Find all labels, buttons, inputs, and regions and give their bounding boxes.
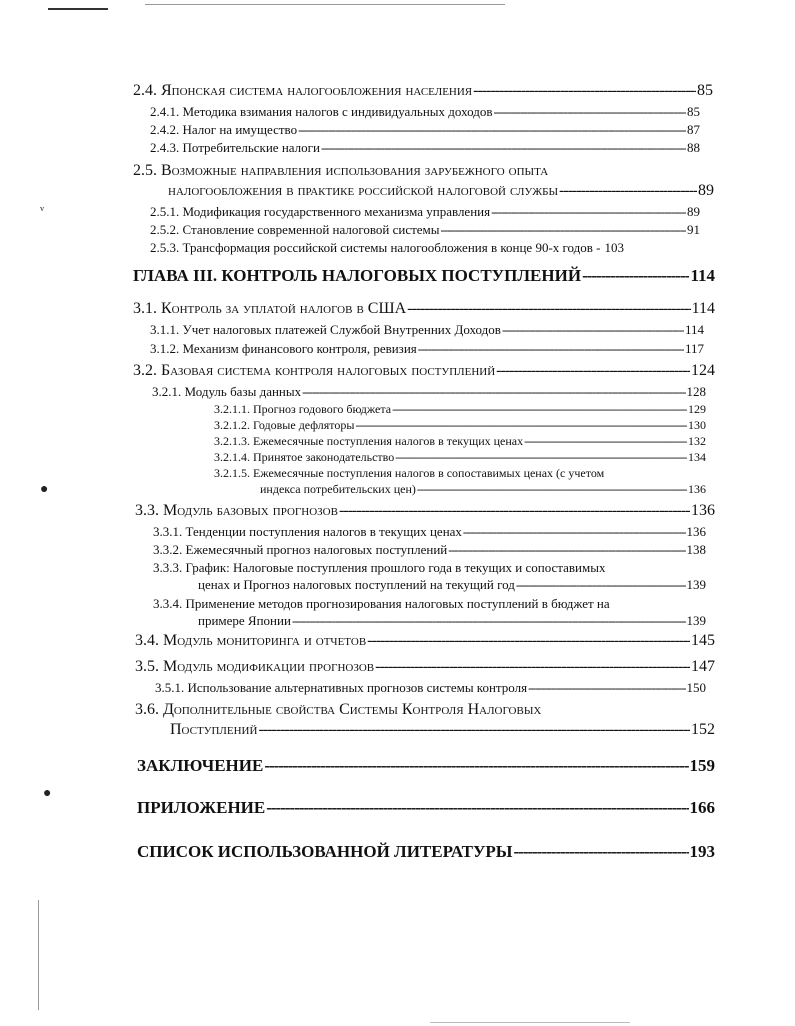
toc-entry-2-4-3[interactable] — [150, 140, 700, 156]
toc-leader — [266, 798, 688, 818]
toc-entry-title: ценах и Прогноз налоговых поступлений на текущий год — [198, 577, 515, 592]
toc-page-number: 138 — [686, 542, 706, 557]
toc-leader — [463, 524, 686, 540]
toc-entry-title: ГЛАВА III. КОНТРОЛЬ НАЛОГОВЫХ ПОСТУПЛЕНИЙ — [133, 266, 582, 285]
toc-entry-title: 3.4. Модуль мониторинга и отчетов — [135, 632, 367, 649]
toc-entry-title: 3.3.1. Тенденции поступления налогов в текущих ценах — [153, 524, 462, 539]
toc-entry-3-3-1[interactable] — [153, 524, 706, 540]
toc-page-number: 136 — [686, 524, 706, 539]
toc-leader — [514, 842, 689, 862]
toc-entry-title: 3.2.1.2. Годовые дефляторы — [214, 418, 355, 432]
toc-entry-title: 3.2.1.1. Прогноз годового бюджета — [214, 402, 392, 416]
toc-entry-title: 3.2.1. Модуль базы данных — [152, 384, 302, 399]
toc-page-number: 130 — [688, 418, 706, 432]
toc-page-number: 136 — [691, 502, 715, 519]
toc-entry-title: 2.5.3. Трансформация российской системы налогообложения в конце 90-х годов - — [150, 240, 601, 255]
toc-leader — [473, 82, 696, 100]
toc-page-number: 145 — [691, 632, 715, 649]
toc-entry-3-3-2[interactable] — [153, 542, 706, 558]
toc-leader — [516, 577, 686, 593]
margin-mark: ᵛ — [40, 204, 45, 219]
toc-page-number: 89 — [698, 182, 714, 199]
toc-entry-title: 3.2.1.4. Принятое законодательство — [214, 450, 395, 464]
toc-page-number: 129 — [688, 402, 706, 416]
toc-entry-3-2-1-2[interactable] — [214, 418, 706, 433]
toc-entry-title: примере Японии — [198, 613, 291, 628]
toc-leader — [298, 122, 686, 138]
toc-entry-title: 3.5. Модуль модификации прогнозов — [135, 658, 375, 675]
toc-page-number: 150 — [686, 680, 706, 695]
toc-page-number: 85 — [687, 104, 700, 119]
toc-entry-title: 2.4.3. Потребительские налоги — [150, 140, 320, 155]
toc-entry-title: 2.4.1. Методика взимания налогов с индивидуальных доходов — [150, 104, 493, 119]
toc-entry-title: налогообложения в практике российской налоговой службы — [168, 182, 559, 199]
toc-page-number: 134 — [688, 450, 706, 464]
toc-entry-3-2-1-5-line1: 3.2.1.5. Ежемесячные поступления налогов в сопоставимых ценах (с учетом — [214, 466, 605, 480]
toc-page-number: 132 — [688, 434, 706, 448]
toc-leader — [292, 613, 686, 629]
toc-leader — [355, 418, 687, 433]
toc-entry-title: СПИСОК ИСПОЛЬЗОВАННОЙ ЛИТЕРАТУРЫ — [137, 842, 513, 861]
toc-references[interactable] — [137, 842, 715, 862]
toc-entry-title: 2.5.2. Становление современной налоговой системы — [150, 222, 440, 237]
toc-entry-3-2-1-4[interactable] — [214, 450, 706, 465]
toc-page-number: 114 — [691, 300, 715, 317]
toc-entry-2-4[interactable] — [133, 82, 713, 100]
toc-entry-2-4-2[interactable] — [150, 122, 700, 138]
toc-page-number: 103 — [604, 240, 624, 255]
toc-page-number: 91 — [687, 222, 700, 237]
toc-entry-title: 3.1. Контроль за уплатой налогов в США — [133, 300, 407, 317]
toc-leader — [264, 756, 688, 776]
toc-entry-title: 3.2. Базовая система контроля налоговых поступлений — [133, 362, 496, 379]
toc-entry-2-5-3[interactable] — [150, 240, 700, 256]
toc-leader — [418, 341, 684, 357]
toc-entry-3-5[interactable] — [135, 658, 715, 676]
toc-entry-3-3[interactable] — [135, 502, 715, 520]
toc-entry-3-6-line1: 3.6. Дополнительные свойства Системы Контроля Налоговых — [135, 701, 542, 718]
toc-page-number: 139 — [686, 577, 706, 592]
toc-entry-title: 3.2.1.3. Ежемесячные поступления налогов в текущих ценах — [214, 434, 524, 448]
toc-page-number: 114 — [690, 266, 715, 285]
toc-entry-title: 3.5.1. Использование альтернативных прогнозов системы контроля — [155, 680, 528, 695]
toc-entry-title: ЗАКЛЮЧЕНИЕ — [137, 756, 264, 775]
toc-leader — [367, 632, 690, 650]
toc-entry-3-5-1[interactable] — [155, 680, 706, 696]
toc-entry-3-1[interactable] — [133, 300, 715, 318]
toc-leader — [321, 140, 686, 156]
toc-leader — [502, 322, 684, 338]
toc-entry-3-4[interactable] — [135, 632, 715, 650]
toc-page-number: 147 — [691, 658, 715, 675]
toc-page-number: 193 — [689, 842, 715, 861]
toc-entry-2-5-line1: 2.5. Возможные направления использования зарубежного опыта — [133, 162, 549, 179]
toc-page-number: 88 — [687, 140, 700, 155]
toc-entry-2-5-1[interactable] — [150, 204, 700, 220]
toc-page-number: 87 — [687, 122, 700, 137]
toc-page-number: 128 — [686, 384, 706, 399]
toc-entry-title: 3.1.2. Механизм финансового контроля, ревизия — [150, 341, 417, 356]
toc-entry-title: Поступлений — [170, 721, 258, 738]
toc-leader — [375, 658, 690, 676]
toc-entry-title: 3.1.1. Учет налоговых платежей Службой Внутренних Доходов — [150, 322, 501, 337]
toc-entry-3-6[interactable] — [170, 721, 715, 739]
margin-mark: ● — [40, 482, 49, 497]
toc-leader — [493, 104, 686, 120]
toc-page-number: 159 — [689, 756, 715, 775]
toc-page-number: 85 — [697, 82, 713, 99]
toc-entry-title: 3.3.2. Ежемесячный прогноз налоговых поступлений — [153, 542, 448, 557]
margin-mark: ● — [43, 786, 52, 801]
toc-entry-3-3-4[interactable] — [198, 613, 706, 629]
toc-page-number: 117 — [684, 341, 704, 356]
toc-page-number: 139 — [686, 613, 706, 628]
toc-entry-2-5[interactable] — [168, 182, 714, 200]
toc-leader — [559, 182, 697, 200]
toc-leader — [417, 482, 687, 497]
toc-entry-3-2-1[interactable] — [152, 384, 706, 400]
toc-entry-title: индекса потребительских цен) — [260, 482, 416, 496]
toc-entry-title: ПРИЛОЖЕНИЕ — [137, 798, 266, 817]
toc-leader — [339, 502, 690, 520]
toc-leader — [258, 721, 690, 739]
toc-entry-title: 2.4.2. Налог на имущество — [150, 122, 298, 137]
toc-page-number: 152 — [691, 721, 715, 738]
toc-leader — [491, 204, 686, 220]
toc-entry-3-1-1[interactable] — [150, 322, 704, 338]
toc-entry-3-2[interactable] — [133, 362, 715, 380]
toc-page-number: 114 — [684, 322, 704, 337]
toc-conclusion[interactable] — [137, 756, 715, 776]
toc-leader — [528, 680, 685, 696]
toc-entry-3-2-1-3[interactable] — [214, 434, 706, 449]
toc-entry-3-2-1-5[interactable] — [260, 482, 706, 497]
toc-page-number: 124 — [691, 362, 715, 379]
toc-entry-3-1-2[interactable] — [150, 341, 704, 357]
toc-leader — [582, 266, 689, 286]
toc-entry-title: 3.3. Модуль базовых прогнозов — [135, 502, 338, 519]
toc-chapter-3[interactable] — [133, 266, 715, 286]
toc-appendix[interactable] — [137, 798, 715, 818]
toc-entry-3-2-1-1[interactable] — [214, 402, 706, 417]
toc-leader — [392, 402, 687, 417]
toc-entry-title: 2.5.1. Модификация государственного механизма управления — [150, 204, 491, 219]
toc-leader — [407, 300, 690, 318]
toc-leader — [524, 434, 687, 449]
toc-entry-3-3-3-line1: 3.3.3. График: Налоговые поступления прошлого года в текущих и сопоставимых — [153, 560, 606, 575]
toc-entry-2-5-2[interactable] — [150, 222, 700, 238]
toc-leader — [302, 384, 685, 400]
toc-leader — [496, 362, 690, 380]
toc-entry-3-3-3[interactable] — [198, 577, 706, 593]
toc-entry-2-4-1[interactable] — [150, 104, 700, 120]
toc-page-number: 89 — [687, 204, 700, 219]
toc-leader — [395, 450, 687, 465]
toc-leader — [441, 222, 686, 238]
toc-leader — [448, 542, 685, 558]
toc-entry-3-3-4-line1: 3.3.4. Применение методов прогнозирования налоговых поступлений в бюджет на — [153, 596, 610, 611]
toc-page-number: 166 — [689, 798, 715, 817]
toc-entry-title: 2.4. Японская система налогообложения населения — [133, 82, 473, 99]
toc-page-number: 136 — [688, 482, 706, 496]
